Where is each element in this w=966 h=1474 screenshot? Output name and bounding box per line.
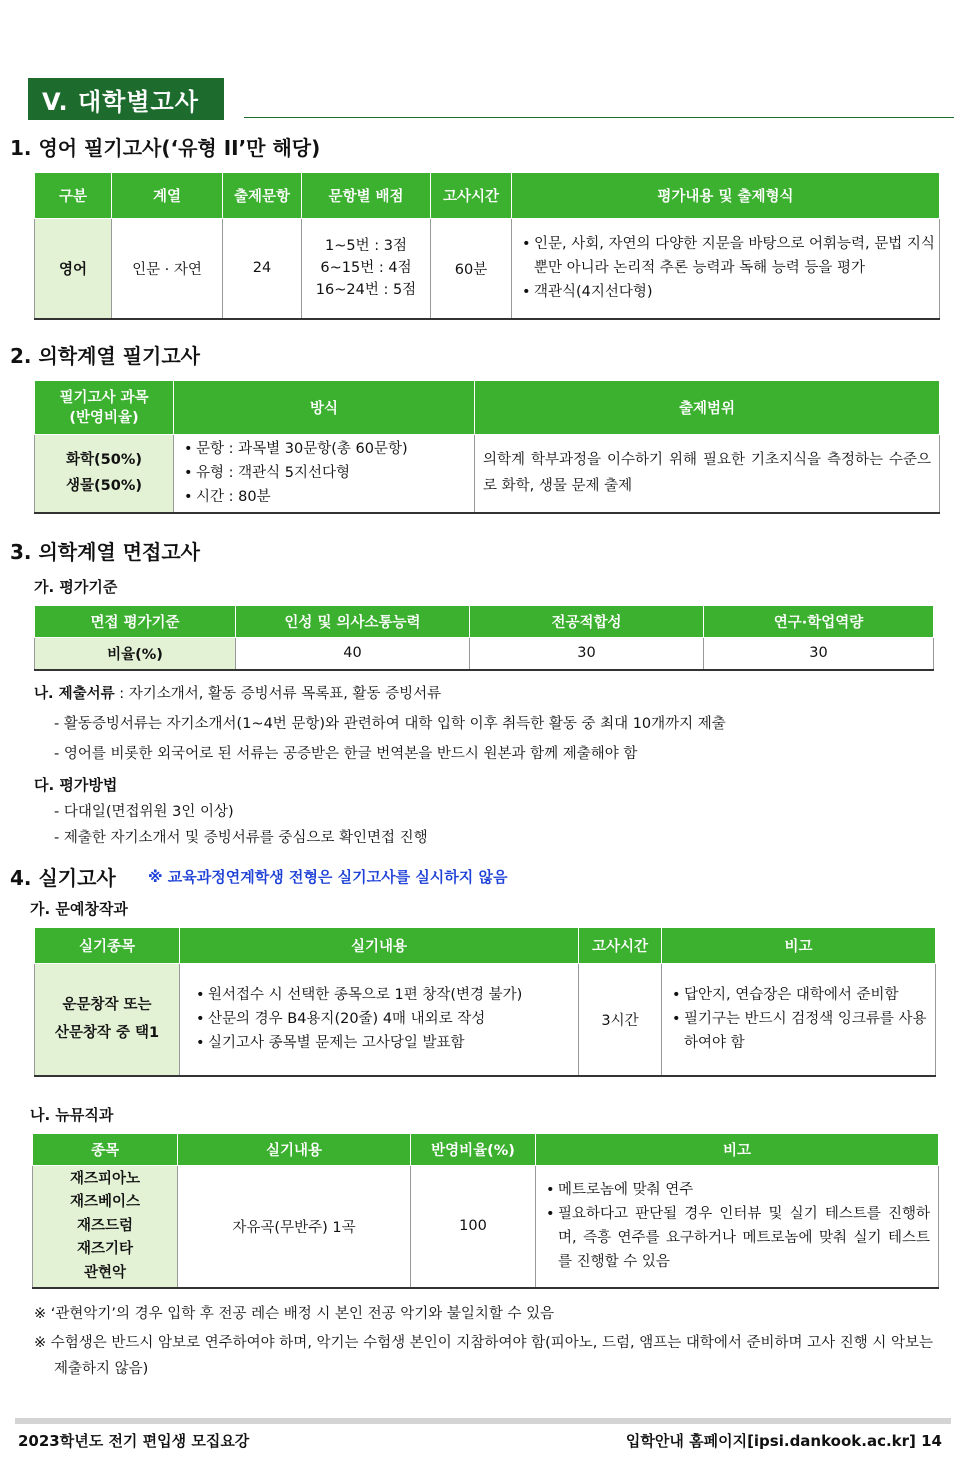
submission-label: 나. 제출서류	[34, 686, 115, 702]
section-1-title: 1. 영어 필기고사(‘유형 II’만 해당)	[10, 136, 321, 160]
ratio-value: 40	[236, 638, 470, 670]
th-subject: 필기고사 과목 (반영비율)	[35, 381, 174, 435]
submission-note: - 영어를 비롯한 외국어로 된 서류는 공증받은 한글 번역본을 반드시 원본과 함께 제출해야 함	[54, 746, 638, 762]
th-scope: 출제범위	[475, 381, 940, 435]
score-line: 16~24번 : 5점	[315, 282, 417, 299]
cell-subjects	[35, 435, 174, 513]
medical-written-table	[34, 380, 940, 514]
footer-divider	[15, 1418, 951, 1424]
chapter-divider	[244, 117, 954, 118]
note-item: • 답안지, 연습장은 대학에서 준비함	[670, 983, 935, 1007]
note-item: • 필기구는 반드시 검정색 잉크류를 사용하여야 함	[670, 1007, 935, 1055]
section-4-na: 나. 뉴뮤직과	[30, 1106, 114, 1124]
cell-time: 60분	[431, 219, 512, 319]
eval-method-label: 다. 평가방법	[34, 776, 118, 794]
cell-content	[180, 964, 579, 1076]
th-content: 실기내용	[178, 1134, 411, 1166]
th-major-fit: 전공적합성	[470, 606, 704, 638]
note-item: • 필요하다고 판단될 경우 인터뷰 및 실기 테스트를 진행하며, 즉흥 연주를 요구하거나 메트로놈에 맞춰 실기 테스트를 진행할 수 있음	[544, 1202, 930, 1274]
th-score: 문항별 배점	[302, 173, 431, 219]
th-research: 연구·학업역량	[704, 606, 934, 638]
instrument: 재즈베이스	[69, 1194, 141, 1210]
cell-scores	[302, 219, 431, 319]
section-4-note: ※ 교육과정연계학생 전형은 실기고사를 실시하지 않음	[148, 868, 508, 886]
ratio-value: 30	[470, 638, 704, 670]
footer-left: 2023학년도 전기 편입생 모집요강	[18, 1432, 250, 1450]
subject: 화학(50%)	[66, 452, 142, 469]
creative-writing-table	[34, 927, 936, 1077]
th-criteria: 면접 평가기준	[35, 606, 236, 638]
instrument: 재즈기타	[76, 1241, 134, 1257]
score-line: 1~5번 : 3점	[325, 238, 407, 255]
section-3-title: 3. 의학계열 면접고사	[10, 540, 200, 564]
method-item: • 문항 : 과목별 30문항(총 60문항)	[182, 437, 474, 461]
content-item: • 객관식(4지선다형)	[520, 280, 939, 304]
cell-note	[662, 964, 936, 1076]
score-line: 6~15번 : 4점	[320, 260, 412, 277]
subject: 생물(50%)	[66, 478, 142, 495]
th-item: 실기종목	[35, 928, 180, 964]
cell-method	[174, 435, 475, 513]
cell-note	[536, 1166, 939, 1288]
th-count: 출제문항	[223, 173, 302, 219]
th-item: 종목	[33, 1134, 178, 1166]
th-time: 고사시간	[431, 173, 512, 219]
note-item: • 메트로놈에 맞춰 연주	[544, 1178, 930, 1202]
th-content: 실기내용	[180, 928, 579, 964]
eval-method-item: - 다대일(면접위원 3인 이상)	[54, 804, 234, 820]
instrument: 관현악	[83, 1264, 127, 1281]
cell-series: 인문 · 자연	[112, 219, 223, 319]
ratio-value: 30	[704, 638, 934, 670]
th-gubun: 구분	[35, 173, 112, 219]
content-item: • 실기고사 종목별 문제는 고사당일 발표함	[194, 1031, 578, 1055]
th-time: 고사시간	[579, 928, 662, 964]
footer-right: 입학안내 홈페이지[ipsi.dankook.ac.kr] 14	[625, 1432, 942, 1450]
section-4-ga: 가. 문예창작과	[30, 900, 128, 918]
content-item: • 원서접수 시 선택한 종목으로 1편 창작(변경 불가)	[194, 983, 578, 1007]
section-2-title: 2. 의학계열 필기고사	[10, 344, 200, 368]
th-character: 인성 및 의사소통능력	[236, 606, 470, 638]
instrument: 재즈피아노	[69, 1170, 141, 1187]
english-exam-table	[34, 172, 940, 320]
content-item: • 인문, 사회, 자연의 다양한 지문을 바탕으로 어휘능력, 문법 지식뿐만 아니라 논리적 추론 능력과 독해 능력 등을 평가	[520, 232, 939, 280]
method-item: • 유형 : 객관식 5지선다형	[182, 461, 474, 485]
cell-content	[512, 219, 940, 319]
submission-note: - 활동증빙서류는 자기소개서(1~4번 문항)와 관련하여 대학 입학 이후 취득한 활동 중 최대 10개까지 제출	[54, 716, 726, 732]
method-item: • 시간 : 80분	[182, 485, 474, 509]
th-note: 비고	[536, 1134, 939, 1166]
footnote: ※ 수험생은 반드시 암보로 연주하여야 하며, 악기는 수험생 본인이 지참하여야 함(피아노, 드럼, 앰프는 대학에서 준비하며 고사 진행 시 악보는 제출하지 않음)	[34, 1335, 933, 1377]
section-4-title: 4. 실기고사	[10, 866, 116, 890]
eval-method-item: - 제출한 자기소개서 및 증빙서류를 중심으로 확인면접 진행	[54, 830, 428, 846]
instrument: 재즈드럼	[76, 1217, 134, 1234]
cell-count: 24	[223, 219, 302, 319]
th-series: 계열	[112, 173, 223, 219]
cell-ratio: 100	[411, 1166, 536, 1288]
new-music-table	[32, 1133, 939, 1289]
th-ratio: 반영비율(%)	[411, 1134, 536, 1166]
chapter-title: V. 대학별고사	[28, 78, 224, 120]
cell-items	[33, 1166, 178, 1288]
cell-content: 자유곡(무반주) 1곡	[178, 1166, 411, 1288]
th-method: 방식	[174, 381, 475, 435]
section-3-ga: 가. 평가기준	[34, 578, 118, 596]
submission-docs	[34, 682, 441, 703]
cell-item	[35, 964, 180, 1076]
submission-text: : 자기소개서, 활동 증빙서류 목록표, 활동 증빙서류	[114, 686, 442, 702]
footnote: ※ ‘관현악기’의 경우 입학 후 전공 레슨 배정 시 본인 전공 악기와 불일치할 수 있음	[34, 1306, 555, 1322]
cell-gubun: 영어	[35, 219, 112, 319]
cell-time: 3시간	[579, 964, 662, 1076]
th-note: 비고	[662, 928, 936, 964]
cell-scope: 의학계 학부과정을 이수하기 위해 필요한 기초지식을 측정하는 수준으로 화학, 생물 문제 출제	[475, 435, 940, 513]
item-line: 산문창작 중 택1	[54, 1025, 160, 1042]
th-content: 평가내용 및 출제형식	[512, 173, 940, 219]
ratio-label: 비율(%)	[35, 638, 236, 670]
item-line: 운문창작 또는	[62, 997, 152, 1014]
content-item: • 산문의 경우 B4용지(20줄) 4매 내외로 작성	[194, 1007, 578, 1031]
interview-criteria-table	[34, 605, 934, 671]
